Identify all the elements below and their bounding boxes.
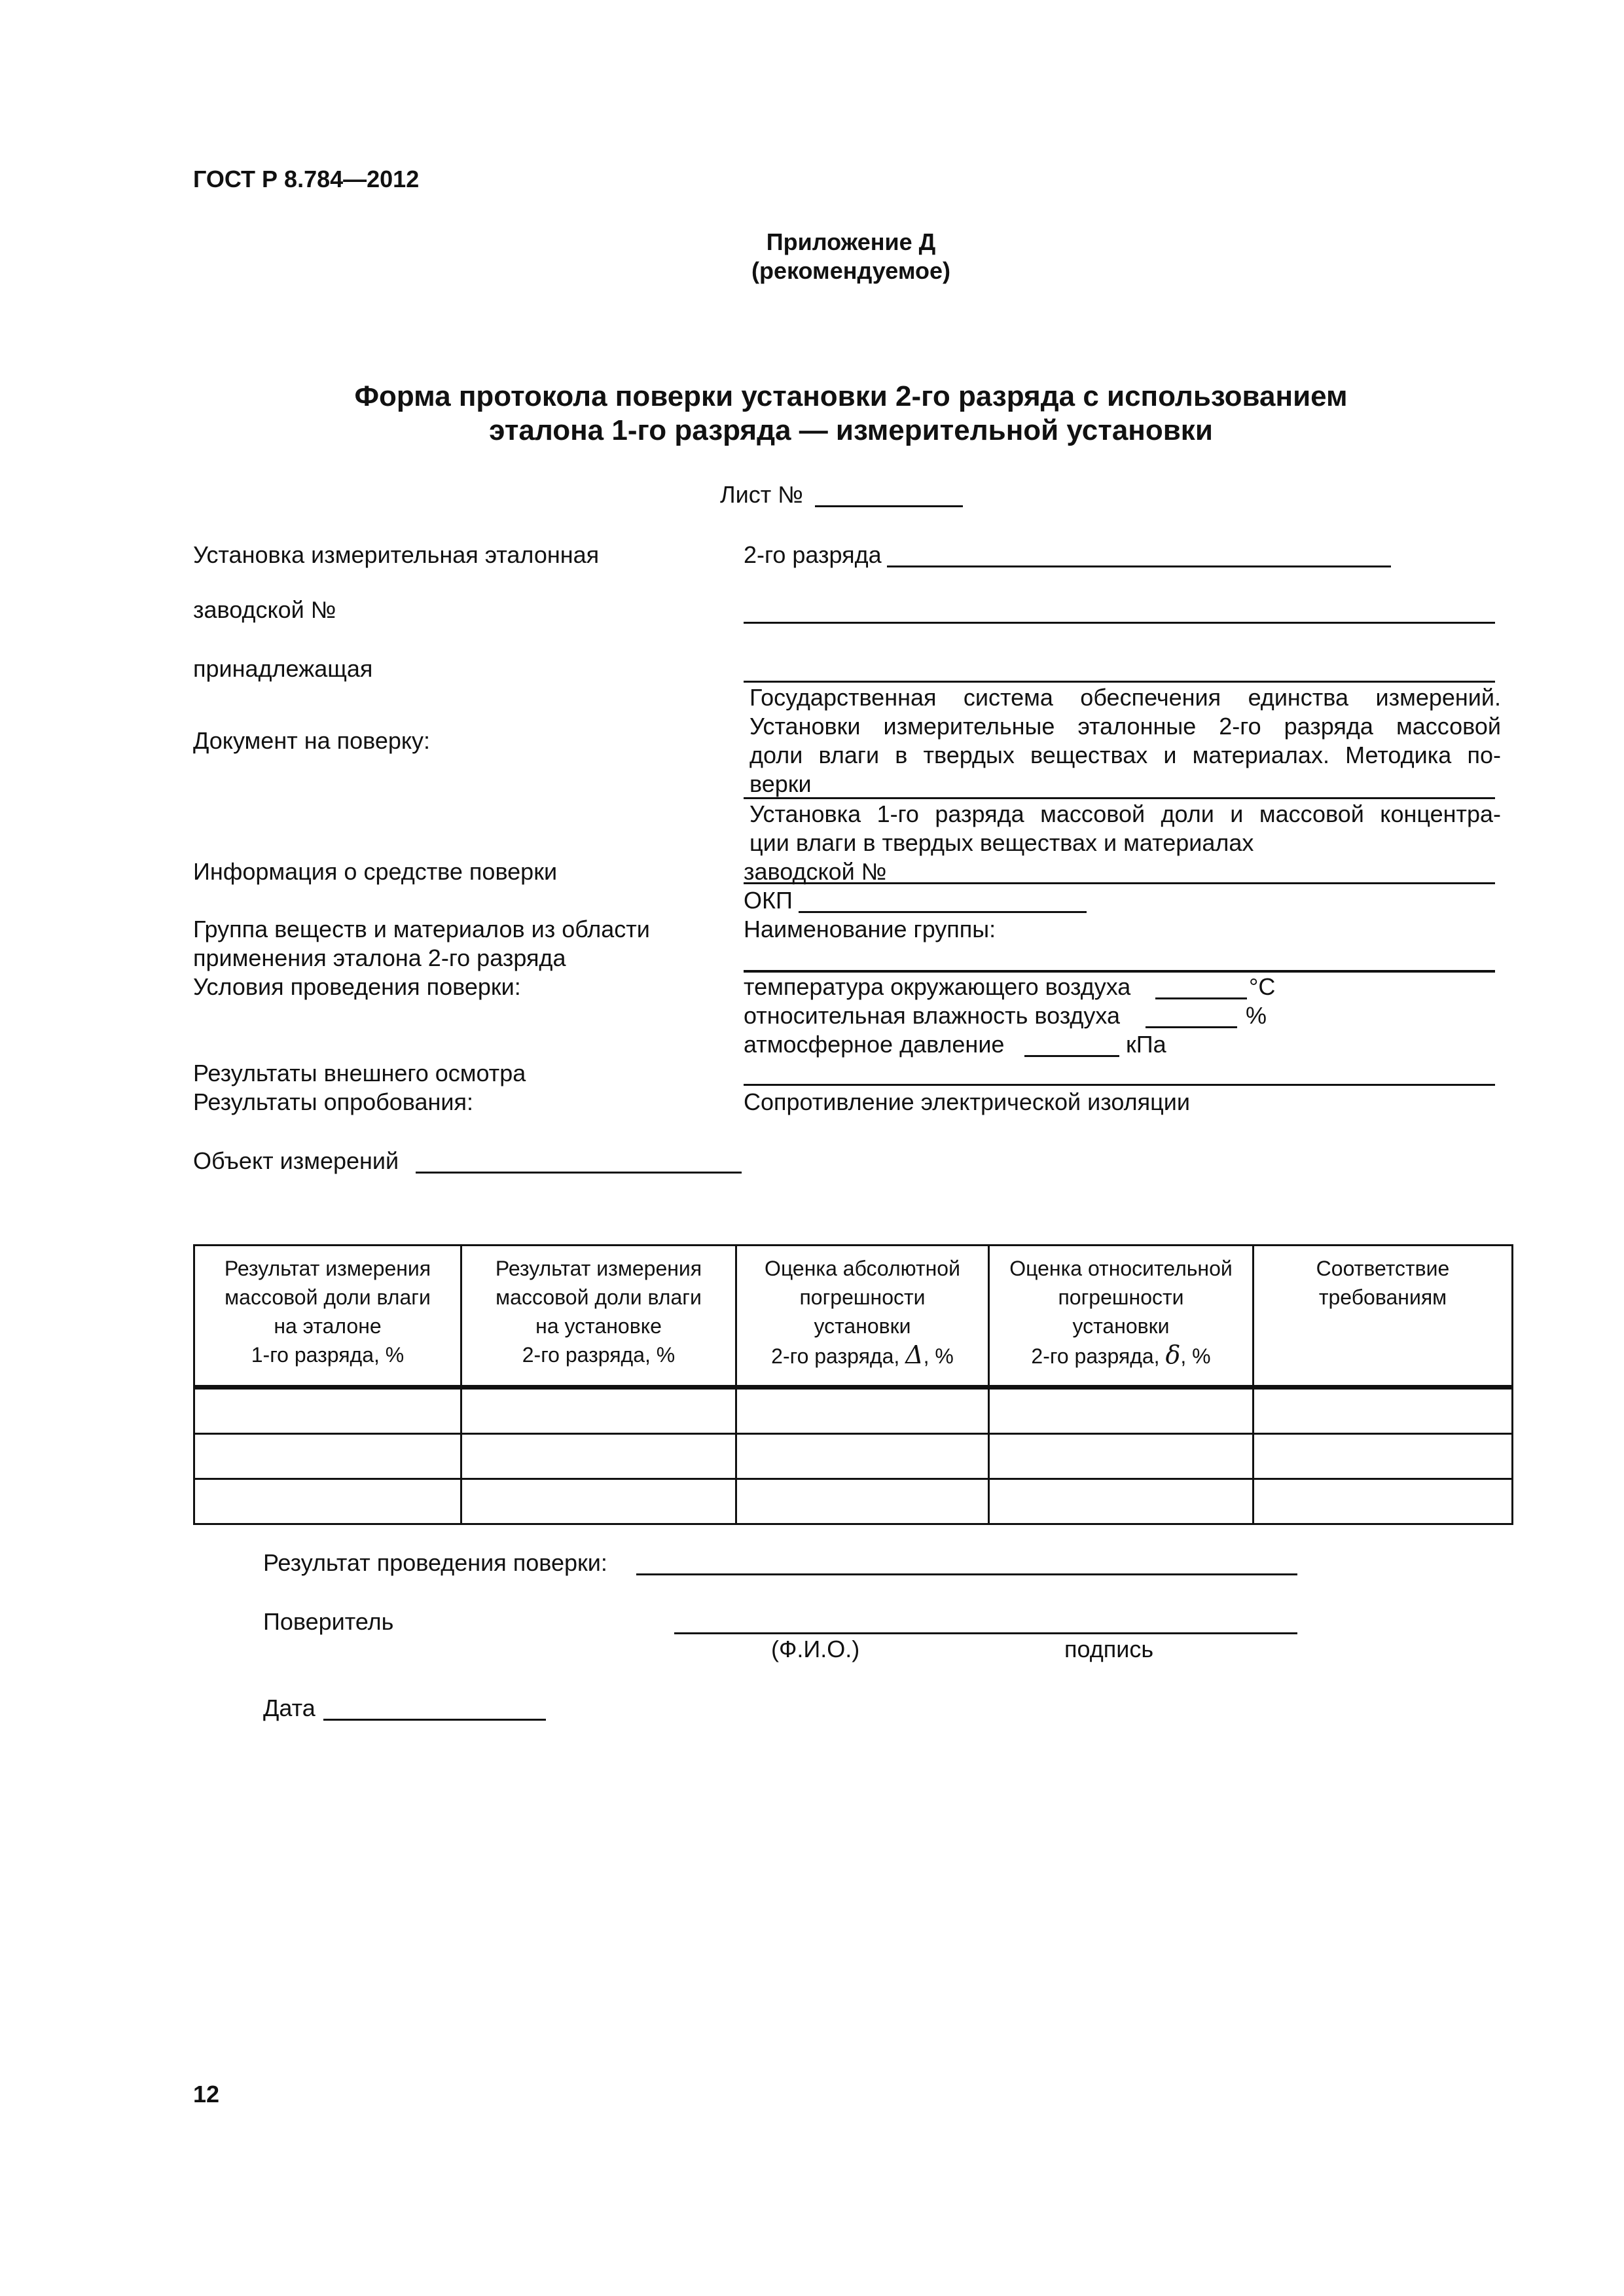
table-cell[interactable] <box>194 1434 461 1479</box>
owner-label: принадлежащая <box>193 655 373 682</box>
table-cell[interactable] <box>194 1388 461 1434</box>
header-text: 2-го разряда, <box>771 1344 906 1368</box>
table-cell[interactable] <box>736 1434 989 1479</box>
header-line: Результат измерения <box>224 1257 431 1280</box>
testing-value: Сопротивление электрической изоляции <box>744 1088 1190 1115</box>
date-field[interactable] <box>323 1719 546 1721</box>
temperature-label: температура окружающего воздуха <box>744 973 1131 1000</box>
header-text: 2-го разряда, <box>1031 1344 1166 1368</box>
header-line: Соответствие <box>1316 1257 1450 1280</box>
column-header-absolute-error <box>736 1246 989 1388</box>
reference-info-line: Установка 1-го разряда массовой доли и массовой концентра- <box>749 800 1501 827</box>
header-line: 1-го разряда, % <box>251 1343 405 1367</box>
fio-caption: (Ф.И.О.) <box>771 1636 860 1662</box>
table-cell[interactable] <box>461 1388 736 1434</box>
temperature-field[interactable] <box>1155 997 1247 999</box>
table-row <box>194 1388 1513 1434</box>
header-line: требованиям <box>1318 1285 1447 1309</box>
standard-code: ГОСТ Р 8.784—2012 <box>193 166 420 192</box>
header-text: , % <box>923 1344 954 1368</box>
header-line: установки <box>814 1314 911 1338</box>
column-header-installation-result <box>461 1246 736 1388</box>
table-cell[interactable] <box>1254 1434 1513 1479</box>
verifier-field[interactable] <box>674 1632 1297 1634</box>
column-header-reference-result <box>194 1246 461 1388</box>
sheet-number-label: Лист № <box>720 481 803 508</box>
document-value <box>749 683 1501 798</box>
header-line: 2-го разряда, % <box>522 1343 676 1367</box>
table-cell[interactable] <box>461 1479 736 1524</box>
header-text: , % <box>1180 1344 1211 1368</box>
table-cell[interactable] <box>989 1434 1254 1479</box>
humidity-field[interactable] <box>1146 1026 1237 1028</box>
substance-group-label-line1: Группа веществ и материалов из области <box>193 916 650 942</box>
measurement-object-label: Объект измерений <box>193 1147 399 1174</box>
testing-label: Результаты опробования: <box>193 1088 474 1115</box>
external-inspection-label: Результаты внешнего осмотра <box>193 1060 526 1086</box>
installation-label: Установка измерительная эталонная <box>193 541 600 568</box>
table-header-row <box>194 1246 1513 1388</box>
page-number: 12 <box>193 2081 220 2108</box>
conditions-label: Условия проведения поверки: <box>193 973 521 1000</box>
column-header-relative-error <box>989 1246 1254 1388</box>
document-value-line: доли влаги в твердых веществах и материалах. Методика по- <box>749 742 1501 768</box>
appendix-title: Приложение Д <box>766 228 936 255</box>
owner-field[interactable] <box>744 681 1495 683</box>
header-line: погрешности <box>1058 1285 1184 1309</box>
table-cell[interactable] <box>1254 1479 1513 1524</box>
installation-class-prefix: 2-го разряда <box>744 541 882 568</box>
form-title-line1: Форма протокола поверки установки 2-го разряда с использованием <box>354 380 1348 412</box>
pressure-label: атмосферное давление <box>744 1031 1005 1058</box>
verifier-label: Поверитель <box>263 1608 394 1635</box>
verification-result-field[interactable] <box>636 1573 1297 1575</box>
document-value-line: Государственная система обеспечения единства измерений. <box>749 684 1501 711</box>
header-line: на установке <box>535 1314 662 1338</box>
signature-caption: подпись <box>1064 1636 1154 1662</box>
pressure-unit: кПа <box>1126 1031 1166 1058</box>
table-cell[interactable] <box>989 1479 1254 1524</box>
document-label: Документ на поверку: <box>193 727 431 754</box>
date-label: Дата <box>263 1695 316 1721</box>
form-title-line2: эталона 1-го разряда — измерительной установки <box>489 414 1213 446</box>
header-line: массовой доли влаги <box>225 1285 431 1309</box>
measurement-object-field[interactable] <box>416 1172 742 1174</box>
reference-serial-label: заводской № <box>744 858 887 885</box>
okp-field[interactable] <box>799 911 1087 913</box>
pressure-field[interactable] <box>1024 1055 1119 1057</box>
table-row <box>194 1434 1513 1479</box>
reference-info-label: Информация о средстве поверки <box>193 858 558 885</box>
sheet-number-field[interactable] <box>815 505 963 507</box>
humidity-label: относительная влажность воздуха <box>744 1002 1121 1029</box>
table-cell[interactable] <box>194 1479 461 1524</box>
installation-value-field[interactable] <box>887 565 1391 567</box>
reference-info-line: ции влаги в твердых веществах и материалах <box>749 829 1254 856</box>
reference-serial-field[interactable] <box>744 882 1495 884</box>
table-cell[interactable] <box>736 1388 989 1434</box>
delta-symbol: Δ <box>905 1340 924 1369</box>
document-divider <box>744 797 1495 799</box>
verification-result-label: Результат проведения поверки: <box>263 1549 607 1576</box>
substance-group-name-label: Наименование группы: <box>744 916 996 942</box>
header-line <box>990 1340 1252 1371</box>
header-line: на эталоне <box>274 1314 382 1338</box>
header-line <box>737 1340 988 1371</box>
temperature-unit: °С <box>1249 973 1276 1000</box>
okp-label: ОКП <box>744 887 793 914</box>
humidity-unit: % <box>1246 1002 1267 1029</box>
reference-info-value <box>749 800 1501 857</box>
header-line: массовой доли влаги <box>496 1285 702 1309</box>
column-header-compliance <box>1254 1246 1513 1388</box>
header-line: Оценка относительной <box>1009 1257 1233 1280</box>
appendix-status: (рекомендуемое) <box>751 257 950 284</box>
serial-field[interactable] <box>744 622 1495 624</box>
substance-group-label-line2: применения эталона 2-го разряда <box>193 944 566 971</box>
serial-label: заводской № <box>193 596 336 623</box>
results-table <box>193 1244 1513 1525</box>
external-inspection-field[interactable] <box>744 1084 1495 1086</box>
header-line: погрешности <box>799 1285 926 1309</box>
document-value-line: верки <box>749 770 812 797</box>
document-value-line: Установки измерительные эталонные 2-го разряда массовой <box>749 713 1501 740</box>
delta-lowercase-symbol: δ <box>1165 1340 1181 1369</box>
table-cell[interactable] <box>1254 1388 1513 1434</box>
table-cell[interactable] <box>736 1479 989 1524</box>
table-row <box>194 1479 1513 1524</box>
table-cell[interactable] <box>461 1434 736 1479</box>
table-cell[interactable] <box>989 1388 1254 1434</box>
header-line: установки <box>1072 1314 1170 1338</box>
header-line: Оценка абсолютной <box>765 1257 960 1280</box>
header-line: Результат измерения <box>495 1257 702 1280</box>
